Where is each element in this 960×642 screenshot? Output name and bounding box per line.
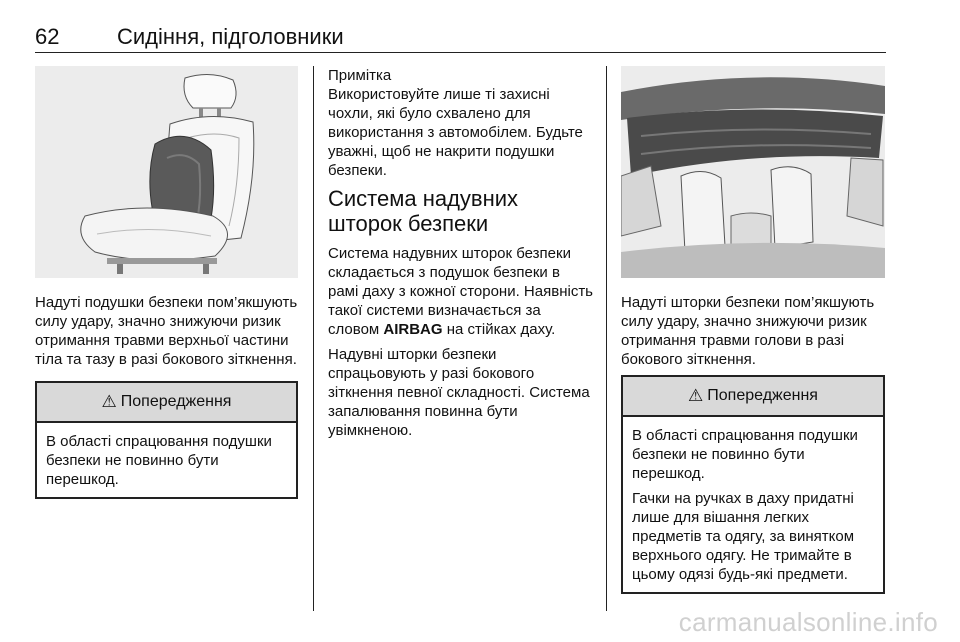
warning-text: Гачки на ручках в даху придатні лише для вішання легких предметів та одягу, за винятком верхнього одягу. Не тримайте в цьому одязі будь-які предмети. [632,490,855,583]
warning-header [37,383,296,423]
warning-text: В області спрацювання подушки безпеки не повинно бути перешкод. [46,433,272,488]
warning-box [35,381,298,499]
warning-title: Попередження [707,387,818,404]
page-title: Сидіння, підголовники [117,24,344,49]
warning-triangle-icon: ⚠ [101,392,117,411]
seat-airbag-illustration [35,66,298,278]
column-middle [328,66,594,446]
curtain-airbag-caption: Надуті шторки безпеки пом’якшують силу удару, значно знижуючи ризик отримання травми голови в разі бокового зіткнення. [621,294,875,368]
airbag-label: AIRBAG [383,321,443,338]
section-heading: Система надувних шторок безпеки [328,186,519,236]
curtain-system-paragraph: Система надувних шторок безпеки складається з подушок безпеки в рамі даху з кожної сторони. Наявність такої системи визначається за словом AIRBAG на стійках даху. [328,245,593,338]
warning-text: В області спрацювання подушки безпеки не повинно бути перешкод. [632,427,858,482]
warning-box [621,375,885,594]
seat-airbag-caption: Надуті подушки безпеки пом’якшують силу удару, значно знижуючи ризик отримання травми верхньої частини тіла та тазу в разі бокового зіткнення. [35,294,298,368]
watermark: carmanualsonline.info [678,607,938,637]
column-divider [606,66,607,611]
column-left [35,66,298,499]
warning-triangle-icon: ⚠ [688,386,704,405]
curtain-airbag-illustration [621,66,885,278]
warning-header [623,377,883,417]
page-number: 62 [35,24,60,49]
note-title: Примітка [328,67,392,84]
note-text: Використовуйте лише ті захисні чохли, які було схвалено для використання з автомобілем. Будьте уважні, щоб не накрити подушки безпеки. [328,86,583,179]
column-right [621,66,885,594]
page-header [35,22,886,53]
warning-title: Попередження [120,393,232,410]
curtain-deploy-paragraph: Надувні шторки безпеки спрацьовують у разі бокового зіткнення певної складності. Система запалювання повинна бути увімкненою. [328,346,590,439]
column-divider [313,66,314,611]
